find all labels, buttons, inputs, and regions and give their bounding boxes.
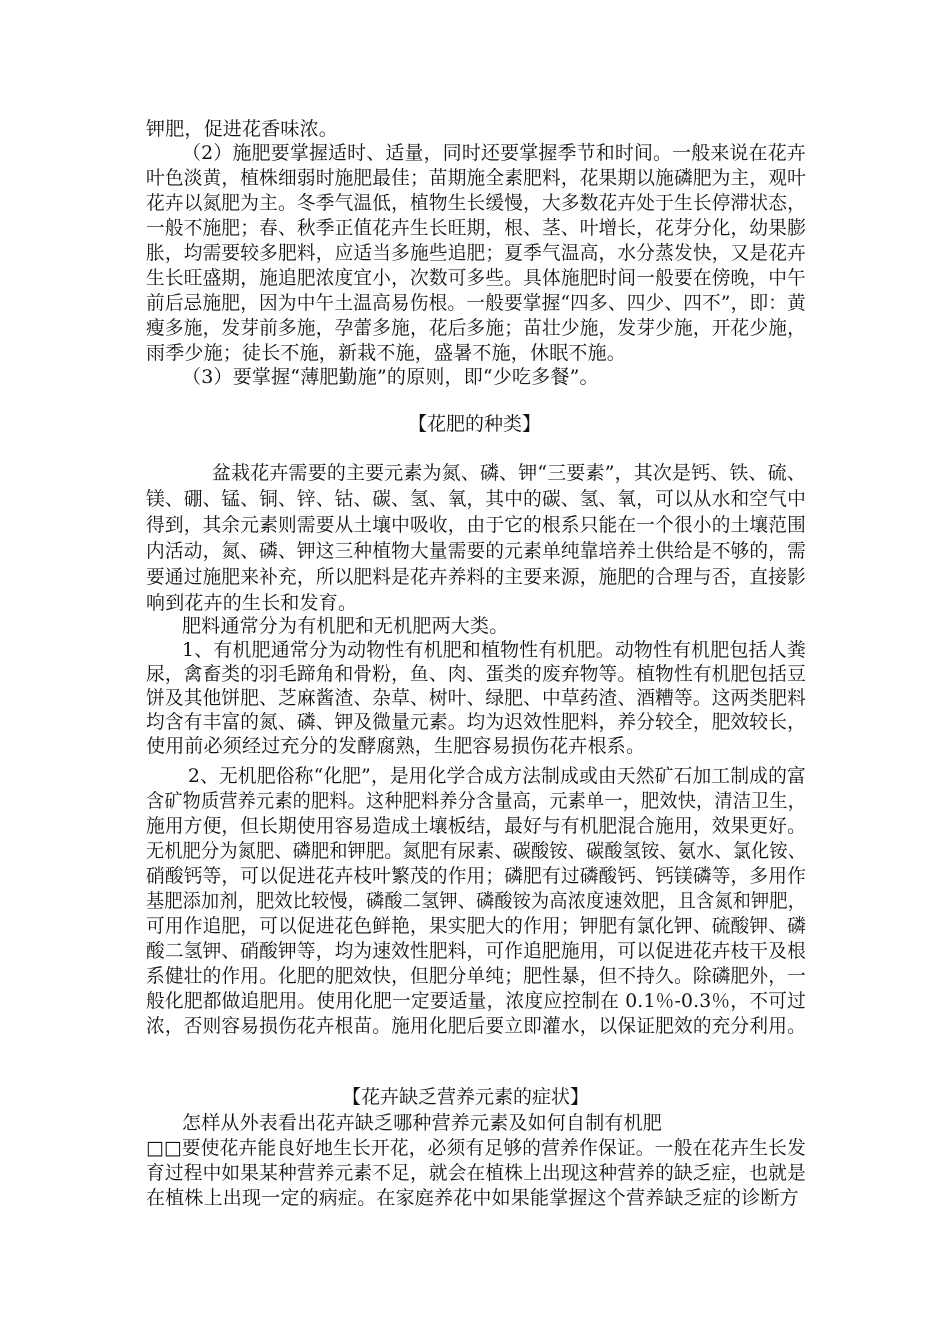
text-line: 怎样从外表看出花卉缺乏哪种营养元素及如何自制有机肥 xyxy=(182,1112,663,1134)
text-line: 浓，否则容易损伤花卉根苗。施用化肥后要立即灌水，以保证肥效的充分利用。 xyxy=(146,1015,806,1037)
text-line: 一般不施肥；春、秋季正值花卉生长旺期，根、茎、叶增长，花芽分化，幼果膨 xyxy=(146,217,806,239)
text-line: 1、有机肥通常分为动物性有机肥和植物性有机肥。动物性有机肥包括人粪 xyxy=(182,639,807,661)
text-line: 基肥添加剂，肥效比较慢，磷酸二氢钾、磷酸铵为高浓度速效肥，且含氮和钾肥， xyxy=(146,890,807,912)
text-line: 尿，禽畜类的羽毛蹄角和骨粉，鱼、肉、蛋类的废弃物等。植物性有机肥包括豆 xyxy=(146,663,806,685)
text-line: 生长旺盛期，施追肥浓度宜小，次数可多些。具体施肥时间一般要在傍晚，中午 xyxy=(146,267,806,289)
text-line: 无机肥分为氮肥、磷肥和钾肥。氮肥有尿素、碳酸铵、碳酸氢铵、氨水、氯化铵、 xyxy=(146,840,807,862)
text-line: 2、无机肥俗称“化肥”，是用化学合成方法制成或由天然矿石加工制成的富 xyxy=(188,765,806,787)
text-line: 镁、硼、锰、铜、锌、钴、碳、氢、氧，其中的碳、氢、氧，可以从水和空气中 xyxy=(146,488,806,510)
text-line: 饼及其他饼肥、芝麻酱渣、杂草、树叶、绿肥、中草药渣、酒糟等。这两类肥料 xyxy=(146,687,806,709)
text-line: 可用作追肥，可以促进花色鲜艳，果实肥大的作用；钾肥有氯化钾、硫酸钾、磷 xyxy=(146,915,806,937)
text-line: 含矿物质营养元素的肥料。这种肥料养分含量高，元素单一，肥效快，清洁卫生， xyxy=(146,790,807,812)
text-line: 响到花卉的生长和发育。 xyxy=(146,592,358,614)
text-line: 叶色淡黄，植株细弱时施肥最佳；苗期施全素肥料，花果期以施磷肥为主，观叶 xyxy=(146,167,806,189)
text-line: 胀，均需要较多肥料，应适当多施些追肥；夏季气温高，水分蒸发快，又是花卉 xyxy=(146,242,806,264)
text-line: 肥料通常分为有机肥和无机肥两大类。 xyxy=(182,615,509,637)
section-heading: 【花肥的种类】 xyxy=(408,413,542,435)
text-line: 系健壮的作用。化肥的肥效快，但肥分单纯；肥性暴，但不持久。除磷肥外，一 xyxy=(146,965,806,987)
text-line: 使用前必须经过充分的发酵腐熟，生肥容易损伤花卉根系。 xyxy=(146,735,646,757)
text-line: 在植株上出现一定的病症。在家庭养花中如果能掌握这个营养缺乏症的诊断方 xyxy=(146,1187,799,1209)
text-line: 内活动，氮、磷、钾这三种植物大量需要的元素单纯靠培养土供给是不够的，需 xyxy=(146,540,806,562)
text-line: （3）要掌握“薄肥勤施”的原则，即“少吃多餐”。 xyxy=(182,366,599,388)
text-line: 花卉以氮肥为主。冬季气温低，植物生长缓慢，大多数花卉处于生长停滞状态， xyxy=(146,192,806,214)
text-line: 钾肥，促进花香味浓。 xyxy=(146,118,339,140)
text-line: 育过程中如果某种营养元素不足，就会在植株上出现这种营养的缺乏症，也就是 xyxy=(146,1162,806,1184)
text-line: 般化肥都做追肥用。使用化肥一定要适量，浓度应控制在 0.1％-0.3％，不可过 xyxy=(146,990,806,1012)
text-line: （2）施肥要掌握适时、适量，同时还要掌握季节和时间。一般来说在花卉 xyxy=(182,142,807,164)
text-line: 施用方便，但长期使用容易造成土壤板结，最好与有机肥混合施用，效果更好。 xyxy=(146,815,806,837)
text-line: 酸二氢钾、硝酸钾等，均为速效性肥料，可作追肥施用，可以促进花卉枝干及根 xyxy=(146,940,806,962)
text-line: 硝酸钙等，可以促进花卉枝叶繁茂的作用；磷肥有过磷酸钙、钙镁磷等，多用作 xyxy=(146,865,806,887)
text-line: 前后忌施肥，因为中午土温高易伤根。一般要掌握“四多、四少、四不”，即：黄 xyxy=(146,292,806,314)
text-line: 要通过施肥来补充，所以肥料是花卉养料的主要来源，施肥的合理与否，直接影 xyxy=(146,566,806,588)
section-heading: 【花卉缺乏营养元素的症状】 xyxy=(342,1086,590,1108)
text-line: 瘦多施，发芽前多施，孕蕾多施，花后多施；苗壮少施，发芽少施，开花少施， xyxy=(146,317,806,339)
text-line: □□要使花卉能良好地生长开花，必须有足够的营养作保证。一般在花卉生长发 xyxy=(146,1137,806,1159)
text-line: 盆栽花卉需要的主要元素为氮、磷、钾“三要素”，其次是钙、铁、硫、 xyxy=(212,462,806,484)
text-line: 雨季少施；徒长不施，新栽不施，盛暑不施，休眠不施。 xyxy=(146,342,627,364)
text-line: 均含有丰富的氮、磷、钾及微量元素。均为迟效性肥料，养分较全，肥效较长， xyxy=(146,711,806,733)
text-line: 得到，其余元素则需要从土壤中吸收，由于它的根系只能在一个很小的土壤范围 xyxy=(146,514,806,536)
